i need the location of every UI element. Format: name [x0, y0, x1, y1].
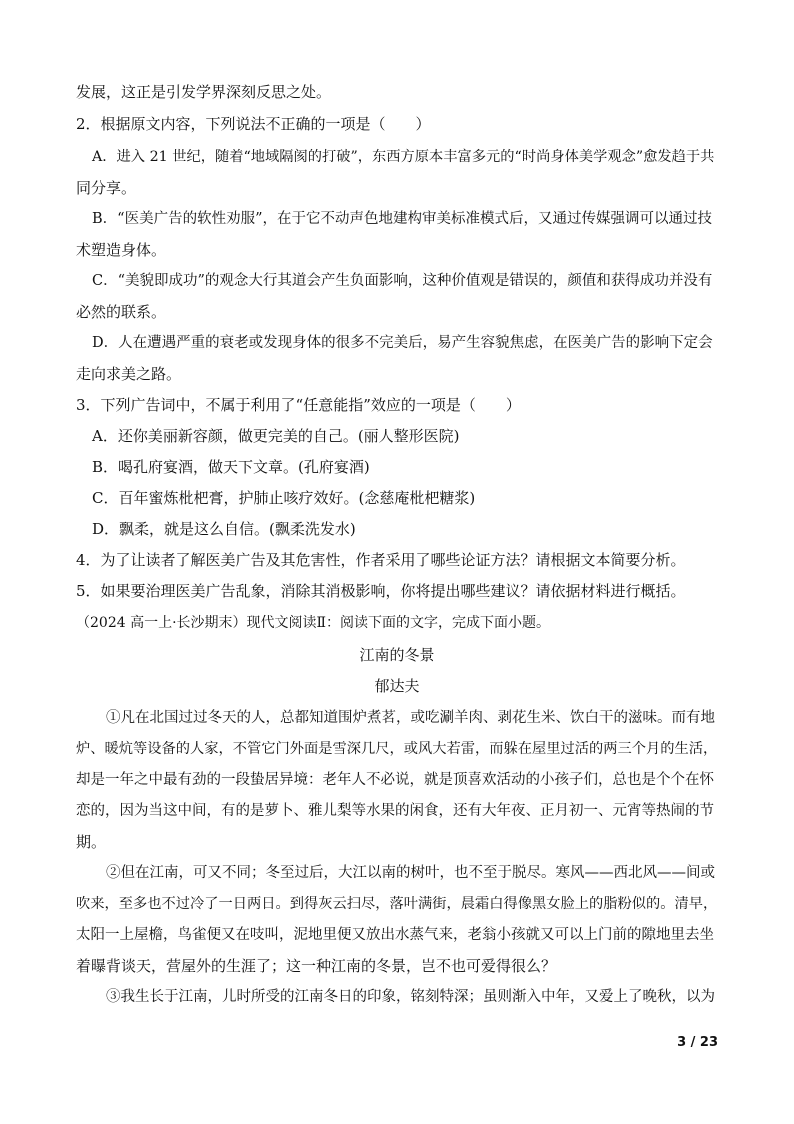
page-number: 3 / 23 — [677, 1035, 718, 1050]
question-3: 3．下列广告词中，不属于利用了“任意能指”效应的一项是（ ） — [76, 396, 521, 414]
option-3d: D．飘柔，就是这么自信。(飘柔洗发水) — [92, 520, 356, 538]
paragraph-1-line: 却是一年之中最有劲的一段蛰居异境：老年人不必说，就是顶喜欢活动的小孩子们，总也是个个在怀 — [76, 772, 714, 788]
paragraph-1-line: ①凡在北国过过冬天的人，总都知道围炉煮茗，或吃涮羊肉、剥花生米、饮白干的滋味。而有地 — [106, 710, 715, 726]
question-4: 4．为了让读者了解医美广告及其危害性，作者采用了哪些论证方法？请根据文本简要分析。 — [76, 551, 686, 569]
option-2d-cont: 走向求美之路。 — [76, 365, 182, 383]
option-2a: A．进入 21 世纪，随着“地域隔阂的打破”，东西方原本丰富多元的“时尚身体美学观念”愈发趋于共 — [92, 149, 715, 165]
option-2b: B．“医美广告的软性劝服”，在于它不动声色地建构审美标准模式后，又通过传媒强调可以通过技 — [92, 211, 712, 227]
paragraph-2-line: ②但在江南，可又不同；冬至过后，大江以南的树叶，也不至于脱尽。寒风——西北风——间或 — [106, 865, 715, 881]
article-author: 郁达夫 — [374, 677, 420, 695]
article-title: 江南的冬景 — [359, 646, 435, 664]
paragraph-1-line: 恋的，因为当这中间，有的是萝卜、雅儿梨等水果的闲食，还有大年夜、正月初一、元宵等热闹的节 — [76, 803, 714, 819]
option-2c: C．“美貌即成功”的观念大行其道会产生负面影响，这种价值观是错误的，颜值和获得成功并没有 — [92, 273, 713, 289]
option-2c-cont: 必然的联系。 — [76, 303, 167, 321]
text-line: 发展，这正是引发学界深刻反思之处。 — [76, 83, 332, 101]
paragraph-2-line: 太阳一上屋檐，鸟雀便又在吱叫，泥地里便又放出水蒸气来，老翁小孩就又可以上门前的隙地里去坐 — [76, 927, 714, 943]
paragraph-2-line: 吹来，至多也不过冷了一日两日。到得灰云扫尽，落叶满街，晨霜白得像黑女脸上的脂粉似的。清早， — [76, 896, 718, 912]
option-2a-cont: 同分享。 — [76, 179, 137, 197]
question-2: 2．根据原文内容，下列说法不正确的一项是（ ） — [76, 115, 431, 133]
section-source: （2024 高一上·长沙期末）现代文阅读Ⅱ：阅读下面的文字，完成下面小题。 — [76, 615, 551, 631]
paragraph-2-line: 着曝背谈天，营屋外的生涯了；这一种江南的冬景，岂不也可爱得很么？ — [76, 957, 557, 975]
option-3a: A．还你美丽新容颜，做更完美的自己。(丽人整形医院) — [92, 427, 460, 445]
option-2b-cont: 术塑造身体。 — [76, 241, 167, 259]
paragraph-1-line: 期。 — [76, 833, 107, 851]
option-3c: C．百年蜜炼枇杷膏，护肺止咳疗效好。(念慈庵枇杷糖浆) — [92, 489, 476, 507]
paragraph-1-line: 炉、暖炕等设备的人家，不管它门外面是雪深几尺，或风大若雷，而躲在屋里过活的两三个月的生活， — [76, 741, 718, 757]
option-3b: B．喝孔府宴酒，做天下文章。(孔府宴酒) — [92, 458, 370, 476]
option-2d: D．人在遭遇严重的衰老或发现身体的很多不完美后，易产生容貌焦虑，在医美广告的影响下定会 — [92, 335, 713, 351]
paragraph-3-line: ③我生长于江南，儿时所受的江南冬日的印象，铭刻特深；虽则渐入中年，又爱上了晚秋，以为 — [106, 989, 715, 1005]
question-5: 5．如果要治理医美广告乱象，消除其消极影响，你将提出哪些建议？请依据材料进行概括。 — [76, 582, 686, 600]
